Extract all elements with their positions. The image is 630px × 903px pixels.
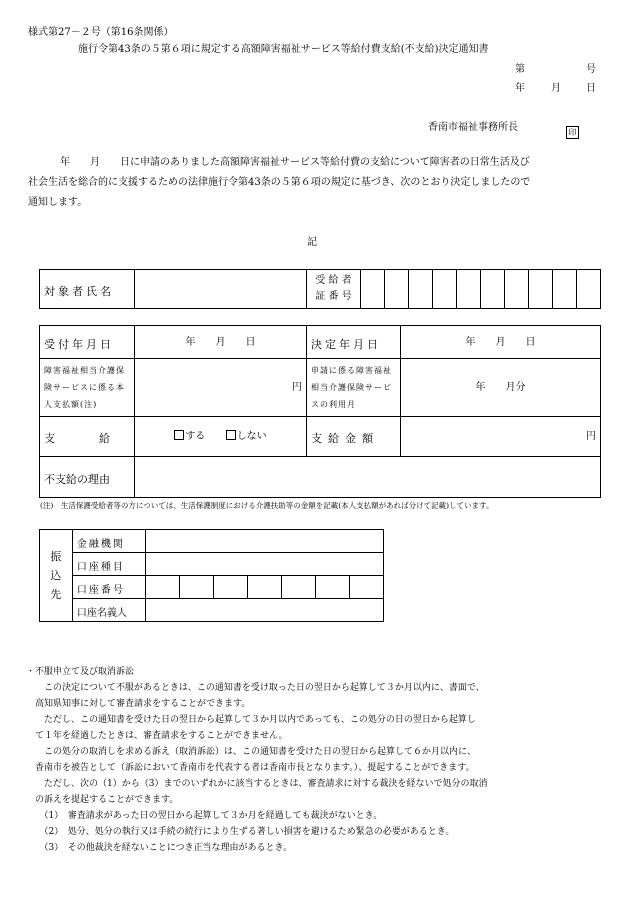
certificate-digit-1[interactable] bbox=[361, 270, 385, 309]
payment-amount-label: 支給金額 bbox=[307, 417, 401, 457]
option-no[interactable]: しない bbox=[226, 431, 267, 442]
recipient-name-label: 対象者氏名 bbox=[40, 270, 135, 309]
decision-table bbox=[39, 325, 601, 498]
note-text: (注) 生活保護受給者等の方については、生活保護制度における介護扶助等の金額を記載(本人支払額があれば分けて記載)しています。 bbox=[40, 501, 494, 510]
certificate-digit-4[interactable] bbox=[433, 270, 457, 309]
notice-line: ただし、次の（1）から（3）までのいずれかに該当するときは、審査請求に対する裁決を経ないで処分の取消 bbox=[35, 779, 488, 789]
issuer: 香南市福祉事務所長 bbox=[428, 122, 518, 133]
document-title: 施行令第43条の５第６項に規定する高額障害福祉サービス等給付費支給(不支給)決定通知書 bbox=[78, 44, 489, 55]
account-holder-value[interactable] bbox=[146, 599, 384, 622]
transfer-table bbox=[39, 529, 384, 622]
recipient-table bbox=[39, 269, 601, 309]
body-line-3: 通知します。 bbox=[28, 197, 88, 208]
account-digit-5[interactable] bbox=[282, 576, 316, 599]
notice-line: 高知県知事に対して審査請求をすることができます。 bbox=[35, 699, 251, 709]
yen-unit: 円 bbox=[292, 382, 302, 393]
self-payment-value[interactable] bbox=[135, 359, 307, 417]
certificate-digit-2[interactable] bbox=[385, 270, 409, 309]
receipt-date-label: 受付年月日 bbox=[40, 326, 135, 359]
account-holder-label: 口座名義人 bbox=[72, 599, 145, 622]
notice-line: の訴えを提起することができます。 bbox=[35, 795, 179, 805]
body-line-2: 社会生活を総合的に支援するための法律施行令第43条の５第６項の規定に基づき、次のとおり決定しましたので bbox=[28, 177, 531, 188]
certificate-digit-6[interactable] bbox=[481, 270, 505, 309]
payment-options bbox=[135, 417, 307, 457]
account-digit-6[interactable] bbox=[316, 576, 350, 599]
checkbox-no-icon[interactable] bbox=[226, 430, 236, 440]
certificate-digit-9[interactable] bbox=[553, 270, 577, 309]
notice-line: （2） 処分、処分の執行又は手続の続行により生ずる著しい損害を避けるため緊急の必要があるとき。 bbox=[35, 827, 455, 837]
option-yes[interactable]: する bbox=[174, 431, 205, 442]
account-number-label: 口座番号 bbox=[72, 576, 145, 599]
body-line-1: 年 月 日に申請のありました高額障害福祉サービス等給付費の支給について障害者の日常生活及び bbox=[60, 157, 530, 168]
transfer-side-label: 振 込 先 bbox=[40, 530, 73, 622]
recipient-name-value[interactable] bbox=[135, 270, 307, 309]
payment-amount-value[interactable] bbox=[401, 417, 601, 457]
certificate-digit-10[interactable] bbox=[577, 270, 601, 309]
notice-line: （3） その他裁決を経ないことにつき正当な理由があるとき。 bbox=[35, 843, 293, 853]
account-digit-1[interactable] bbox=[146, 576, 180, 599]
form-number: 様式第27－２号（第16条関係） bbox=[28, 27, 174, 38]
date-month: 月 bbox=[551, 83, 561, 94]
non-payment-reason-label: 不支給の理由 bbox=[40, 457, 135, 498]
seal-stamp: 印 bbox=[566, 122, 579, 141]
bank-label: 金融機関 bbox=[72, 530, 145, 553]
usage-month-label: 申請に係る障害福祉相当介護保険サービスの利用月 bbox=[307, 359, 401, 417]
doc-number-prefix: 第 bbox=[515, 64, 525, 75]
notice-heading: ・不服申立て及び取消訴訟 bbox=[26, 667, 135, 677]
non-payment-reason-value[interactable] bbox=[135, 457, 601, 498]
date-day: 日 bbox=[586, 83, 596, 94]
account-type-label: 口座種目 bbox=[72, 553, 145, 576]
amount-yen-unit: 円 bbox=[586, 431, 596, 442]
receipt-date-value[interactable]: 年 月 日 bbox=[135, 326, 307, 359]
certificate-digit-5[interactable] bbox=[457, 270, 481, 309]
certificate-number-label: 受 給 者 証 番 号 bbox=[307, 270, 361, 309]
doc-number-suffix: 号 bbox=[586, 64, 596, 75]
appeal-notice bbox=[26, 664, 616, 856]
usage-month-value[interactable]: 年 月分 bbox=[401, 359, 601, 417]
account-type-value[interactable] bbox=[146, 553, 384, 576]
account-digit-4[interactable] bbox=[248, 576, 282, 599]
date-year: 年 bbox=[515, 83, 525, 94]
notice-line: この決定について不服があるときは、この通知書を受け取った日の翌日から起算して３か月以内に、書面で、 bbox=[35, 683, 485, 693]
notice-line: （1） 審査請求があった日の翌日から起算して３か月を経過しても裁決がないとき。 bbox=[35, 811, 383, 821]
self-payment-label: 障害福祉相当介護保険サービスに係る本人支払額(注) bbox=[40, 359, 135, 417]
decision-date-label: 決定年月日 bbox=[307, 326, 401, 359]
account-digit-2[interactable] bbox=[180, 576, 214, 599]
checkbox-yes-icon[interactable] bbox=[174, 430, 184, 440]
ki-mark: 記 bbox=[307, 237, 317, 248]
notice-line: この処分の取消しを求める訴え（取消訴訟）は、この通知書を受けた日の翌日から起算して６か月以内に、 bbox=[35, 747, 477, 757]
notice-line: て１年を経過したときは、審査請求をすることができません。 bbox=[35, 731, 288, 741]
notice-line: ただし、この通知書を受けた日の翌日から起算して３か月以内であっても、この処分の日の翌日から起算し bbox=[35, 715, 476, 725]
certificate-digit-8[interactable] bbox=[529, 270, 553, 309]
payment-label: 支 給 bbox=[40, 417, 135, 457]
bank-value[interactable] bbox=[146, 530, 384, 553]
decision-date-value[interactable]: 年 月 日 bbox=[401, 326, 601, 359]
account-digit-3[interactable] bbox=[214, 576, 248, 599]
account-digit-7[interactable] bbox=[349, 576, 383, 599]
certificate-digit-3[interactable] bbox=[409, 270, 433, 309]
notice-line: 香南市を被告として（訴訟において香南市を代表する者は香南市長となります。）、提起することができます。 bbox=[35, 763, 475, 773]
certificate-digit-7[interactable] bbox=[505, 270, 529, 309]
